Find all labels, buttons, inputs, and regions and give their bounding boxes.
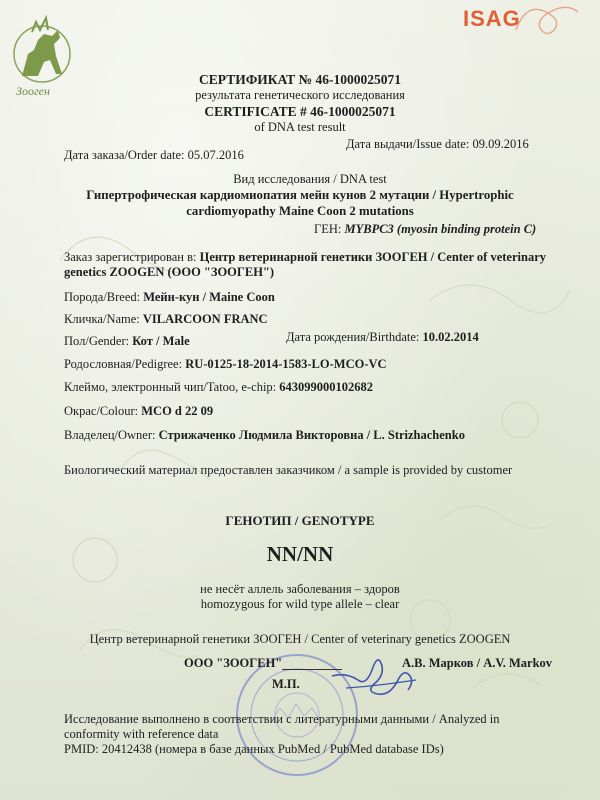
pedigree-value: RU-0125-18-2014-1583-LO-MCO-VC [185,357,387,371]
name-row [64,312,268,327]
owner-row [64,428,465,443]
subtitle-en: of DNA test result [254,120,346,134]
breed-row [64,290,275,305]
order-date-value: 05.07.2016 [187,148,244,162]
sample-note: Биологический материал предоставлен заказчиком / a sample is provided by customer [64,463,513,477]
chip-row [64,380,373,395]
registration-line1 [64,250,546,265]
genotype-value: NN/NN [266,542,334,566]
isag-swirl-icon [512,0,582,36]
chip-value: 643099000102682 [279,380,374,394]
gene-value: MYBPC3 (myosin binding protein C) [344,222,537,236]
birthdate-label: Дата рождения/Birthdate: [286,330,420,344]
issue-date-value: 09.09.2016 [472,137,529,151]
order-date-label: Дата заказа/Order date: [64,148,185,162]
genotype-heading: ГЕНОТИП / GENOTYPE [225,513,375,528]
gene [314,222,536,237]
gender-label: Пол/Gender: [64,334,130,348]
stamp-place-mark: М.П. [272,677,300,691]
signature-center: Центр ветеринарной генетики ЗООГЕН / Center of veterinary genetics ZOOGEN [89,632,511,646]
issue-date [346,137,529,152]
pedigree-row [64,357,387,372]
zoogen-logo-icon [8,10,76,94]
owner-value: Стрижаченко Людмила Викторовна / L. Strizhachenko [158,428,465,442]
order-date [64,148,244,163]
breed-label: Порода/Breed: [64,290,141,304]
signature-signer: А.В. Марков / A.V. Markov [402,656,553,670]
registration-value-line2: genetics ZOOGEN (ООО "ЗООГЕН") [64,265,275,279]
subtitle-ru: результата генетического исследования [195,88,405,102]
genotype-desc-ru: не несёт аллель заболевания – здоров [200,582,400,596]
birthdate-value: 10.02.2014 [422,330,479,344]
registration-value-line1: Центр ветеринарной генетики ЗООГЕН / Center of veterinary [199,250,546,264]
gender-row [64,334,190,349]
dna-test-name-line1: Гипертрофическая кардиомиопатия мейн кунов 2 мутации / Hypertrophic [86,188,514,202]
title-en: CERTIFICATE # 46-1000025071 [204,104,396,119]
gender-value: Кот / Male [132,334,190,348]
title-ru: СЕРТИФИКАТ № 46-1000025071 [199,72,401,87]
dna-test-label: Вид исследования / DNA test [233,172,387,186]
name-label: Кличка/Name: [64,312,140,326]
pedigree-label: Родословная/Pedigree: [64,357,183,371]
name-value: VILARCOON FRANC [142,312,268,326]
issue-date-label: Дата выдачи/Issue date: [346,137,470,151]
owner-label: Владелец/Owner: [64,428,156,442]
footer-pmid: PMID: 20412438 (номера в базе данных PubMed / PubMed database IDs) [64,742,444,756]
footer-line1: Исследование выполнено в соответствии с литературными данными / Analyzed in [64,712,500,726]
genotype-desc-en: homozygous for wild type allele – clear [200,597,400,611]
chip-label: Клеймо, электронный чип/Tatoo, e-chip: [64,380,277,394]
logo-text: Зооген [16,84,50,98]
isag-logo: ISAG [463,6,521,31]
footer-line2: conformity with reference data [64,727,219,741]
signature-org: ООО "ЗООГЕН" [184,656,283,670]
dna-test-name-line2: cardiomyopathy Maine Coon 2 mutations [186,204,414,218]
colour-row [64,404,213,419]
birthdate-row [286,330,479,345]
gene-label: ГЕН: [314,222,342,236]
breed-value: Мейн-кун / Maine Coon [143,290,275,304]
signature-line [282,669,342,670]
registration-label: Заказ зарегистрирован в: [64,250,197,264]
colour-value: MCO d 22 09 [141,404,214,418]
colour-label: Окрас/Colour: [64,404,139,418]
